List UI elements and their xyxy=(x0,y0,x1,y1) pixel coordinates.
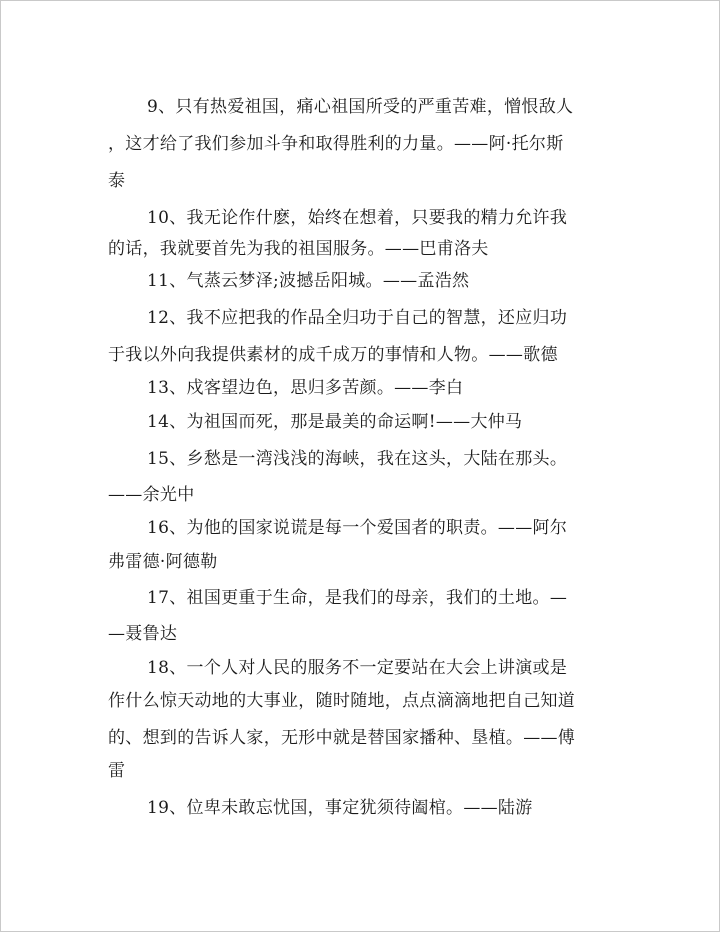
quote-18-line-2: 作什么惊天动地的大事业，随时随地，点点滴滴地把自己知道 xyxy=(108,691,576,711)
quote-14-line-1: 14、为祖国而死，那是最美的命运啊!——大仲马 xyxy=(147,412,523,432)
quote-9-line-3: 泰 xyxy=(108,171,126,191)
quote-11-line-1: 11、气蒸云梦泽;波撼岳阳城。——孟浩然 xyxy=(147,271,470,291)
quote-17-line-1: 17、祖国更重于生命，是我们的母亲，我们的土地。— xyxy=(147,588,568,608)
quote-18-line-4: 雷 xyxy=(108,761,126,781)
quote-18-line-3: 的、想到的告诉人家，无形中就是替国家播种、垦植。——傅 xyxy=(108,728,576,748)
quote-19-line-1: 19、位卑未敢忘忧国，事定犹须待阖棺。——陆游 xyxy=(147,798,533,818)
quote-16-line-2: 弗雷德·阿德勒 xyxy=(108,552,218,572)
quote-18-line-1: 18、一个人对人民的服务不一定要站在大会上讲演或是 xyxy=(147,658,568,678)
quote-15-line-1: 15、乡愁是一湾浅浅的海峡，我在这头，大陆在那头。 xyxy=(147,449,568,469)
quote-12-line-2: 于我以外向我提供素材的成千成万的事情和人物。——歌德 xyxy=(108,345,558,365)
quote-13-line-1: 13、戍客望边色，思归多苦颜。——李白 xyxy=(147,378,464,398)
quote-9-line-1: 9、只有热爱祖国，痛心祖国所受的严重苦难，憎恨敌人 xyxy=(147,97,574,117)
quote-17-line-2: —聂鲁达 xyxy=(108,624,178,644)
quote-15-line-2: ——余光中 xyxy=(108,485,195,505)
quote-9-line-2: ，这才给了我们参加斗争和取得胜利的力量。——阿·托尔斯 xyxy=(108,134,564,154)
quote-10-line-1: 10、我无论作什麽，始终在想着，只要我的精力允许我 xyxy=(147,208,568,228)
quote-16-line-1: 16、为他的国家说谎是每一个爱国者的职责。——阿尔 xyxy=(147,518,568,538)
quote-12-line-1: 12、我不应把我的作品全归功于自己的智慧，还应归功 xyxy=(147,308,568,328)
quote-10-line-2: 的话，我就要首先为我的祖国服务。——巴甫洛夫 xyxy=(108,239,489,259)
